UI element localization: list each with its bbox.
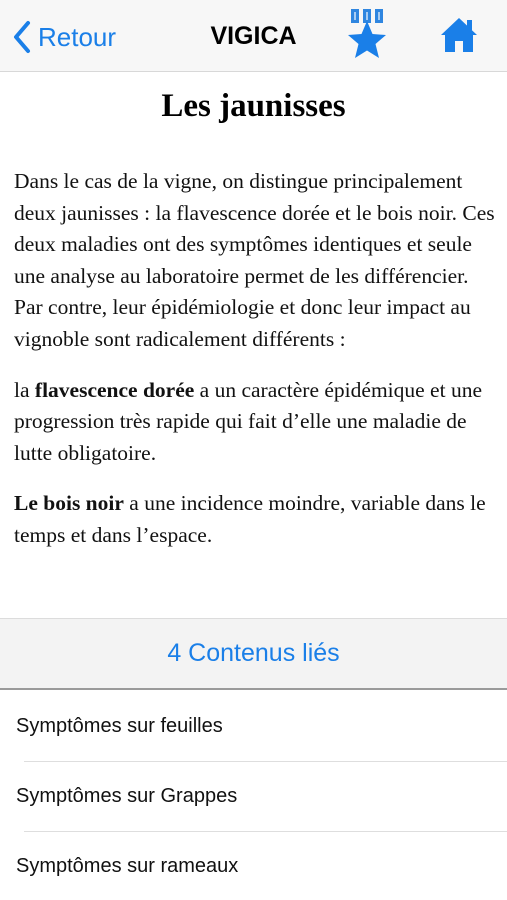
article (0, 72, 507, 618)
paragraph-flavescence (14, 375, 498, 470)
text-flavescence-description: a un caractère épidémique et une progression très rapide qui fait d’elle une maladie de lutte obligatoire. (14, 377, 482, 465)
related-content-header[interactable] (0, 618, 507, 690)
back-label: Retour (38, 21, 117, 52)
related-content-list (0, 691, 507, 900)
text-bois-noir-description: a une incidence moindre, variable dans le temps et dans l’espace. (14, 491, 486, 547)
list-item-label: Symptômes sur feuilles (16, 714, 223, 737)
page-title: Les jaunisses (161, 88, 346, 124)
home-icon (440, 41, 478, 58)
term-flavescence-doree: flavescence dorée (34, 377, 195, 402)
list-item-label: Symptômes sur rameaux (16, 854, 239, 877)
related-content-count: 4 Contenus liés (167, 639, 340, 667)
text-prefix: la (14, 377, 35, 402)
list-item[interactable] (0, 761, 507, 831)
list-item[interactable] (0, 831, 507, 900)
list-item[interactable] (0, 691, 507, 761)
paragraph-intro: Dans le cas de la vigne, on distingue principalement deux jaunisses : la flavescence dorée et le bois noir. Ces deux maladies ont des symptômes identiques et seule une analyse au laboratoire permet de les différencier. Par contre, leur épidémiologie et donc leur impact au vignoble sont radicalement différents : (14, 169, 495, 351)
article-body (14, 166, 498, 571)
paragraph-bois-noir (14, 488, 498, 551)
back-button[interactable] (12, 20, 116, 54)
favorite-star-icon (346, 49, 388, 66)
app-title: VIGICA (210, 22, 297, 50)
list-item-label: Symptômes sur Grappes (16, 784, 238, 807)
chevron-left-icon (12, 20, 32, 54)
home-button[interactable] (440, 16, 478, 59)
navigation-bar (0, 0, 507, 72)
term-bois-noir: Le bois noir (14, 491, 124, 516)
favorite-button[interactable] (346, 8, 388, 67)
